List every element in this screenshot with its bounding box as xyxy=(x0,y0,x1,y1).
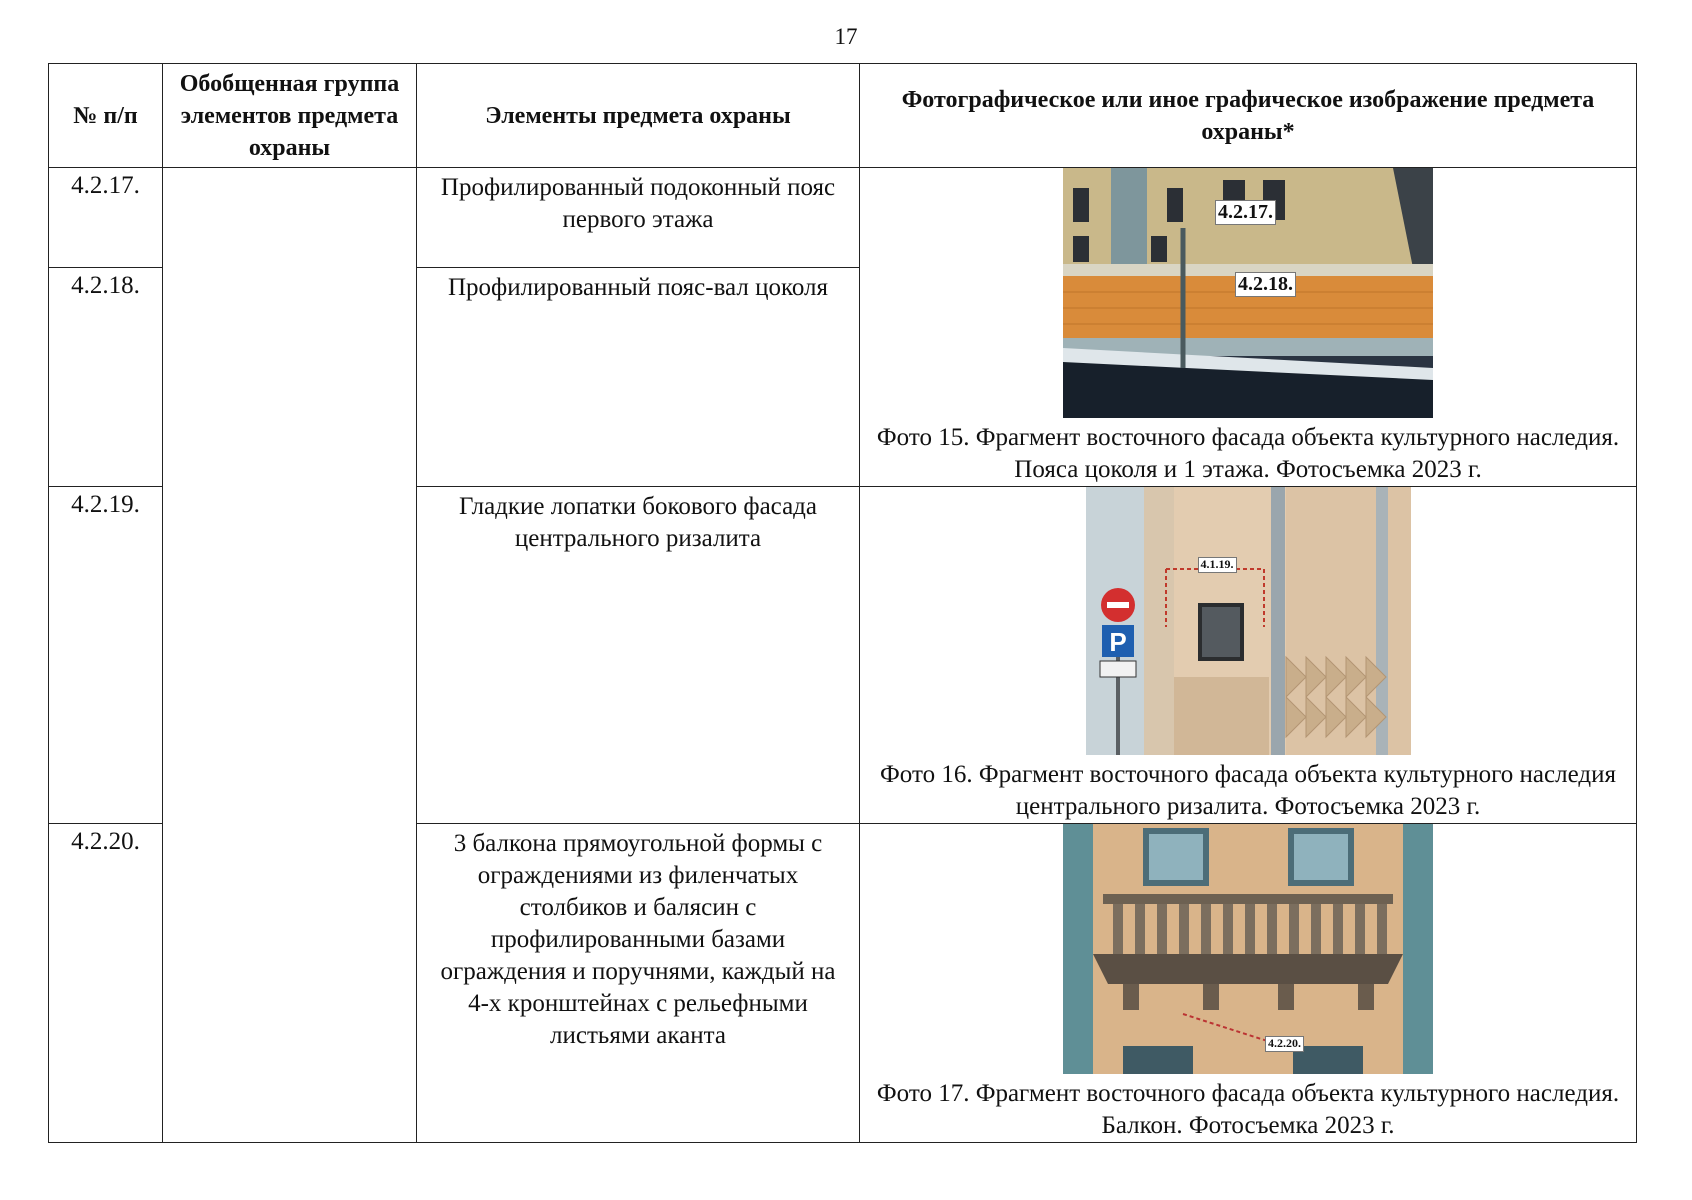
photo-cell xyxy=(860,824,1637,1143)
photo-caption: Фото 15. Фрагмент восточного фасада объекта культурного наследия. Пояса цоколя и 1 этажа. Фотосъемка 2023 г. xyxy=(876,424,1620,483)
photo-tag: 4.1.19. xyxy=(1198,557,1237,573)
element-description: Гладкие лопатки бокового фасада центрального ризалита xyxy=(417,487,860,824)
svg-text:P: P xyxy=(1108,627,1127,657)
element-description: Профилированный подоконный пояс первого этажа xyxy=(417,168,860,268)
header-group: Обобщенная группа элементов предмета охраны xyxy=(163,64,417,168)
protection-elements-table xyxy=(48,63,1637,1143)
header-num: № п/п xyxy=(49,64,163,168)
row-number: 4.2.18. xyxy=(49,267,163,486)
row-number: 4.2.17. xyxy=(49,168,163,268)
group-cell xyxy=(163,168,417,1143)
photo-cell xyxy=(860,487,1637,824)
page-number: 17 xyxy=(834,24,858,49)
header-image: Фотографическое или иное графическое изображение предмета охраны* xyxy=(860,64,1637,168)
photo-tag: 4.2.17. xyxy=(1215,200,1276,225)
row-number: 4.2.20. xyxy=(49,824,163,1143)
photo-caption: Фото 16. Фрагмент восточного фасада объекта культурного наследия центрального ризалита. Фотосъемка 2023 г. xyxy=(880,761,1616,820)
element-description: Профилированный пояс-вал цоколя xyxy=(417,267,860,486)
row-number: 4.2.19. xyxy=(49,487,163,824)
element-description: 3 балкона прямоугольной формы с ограждениями из филенчатых столбиков и балясин с профилированными базами ограждения и поручнями, каждый на 4-х кронштейнах с рельефными листьями аканта xyxy=(417,824,860,1143)
header-elements: Элементы предмета охраны xyxy=(417,64,860,168)
photo-tag: 4.2.18. xyxy=(1235,272,1296,297)
header-row xyxy=(49,64,1637,168)
photo-caption: Фото 17. Фрагмент восточного фасада объекта культурного наследия. Балкон. Фотосъемка 2023 г. xyxy=(876,1080,1620,1139)
photo-17 xyxy=(1063,824,1433,1074)
photo-tag: 4.2.20. xyxy=(1265,1036,1304,1052)
photo-16 xyxy=(1086,487,1411,755)
photo-cell xyxy=(860,168,1637,487)
photo-15 xyxy=(1063,168,1433,418)
table-row xyxy=(49,168,1637,268)
